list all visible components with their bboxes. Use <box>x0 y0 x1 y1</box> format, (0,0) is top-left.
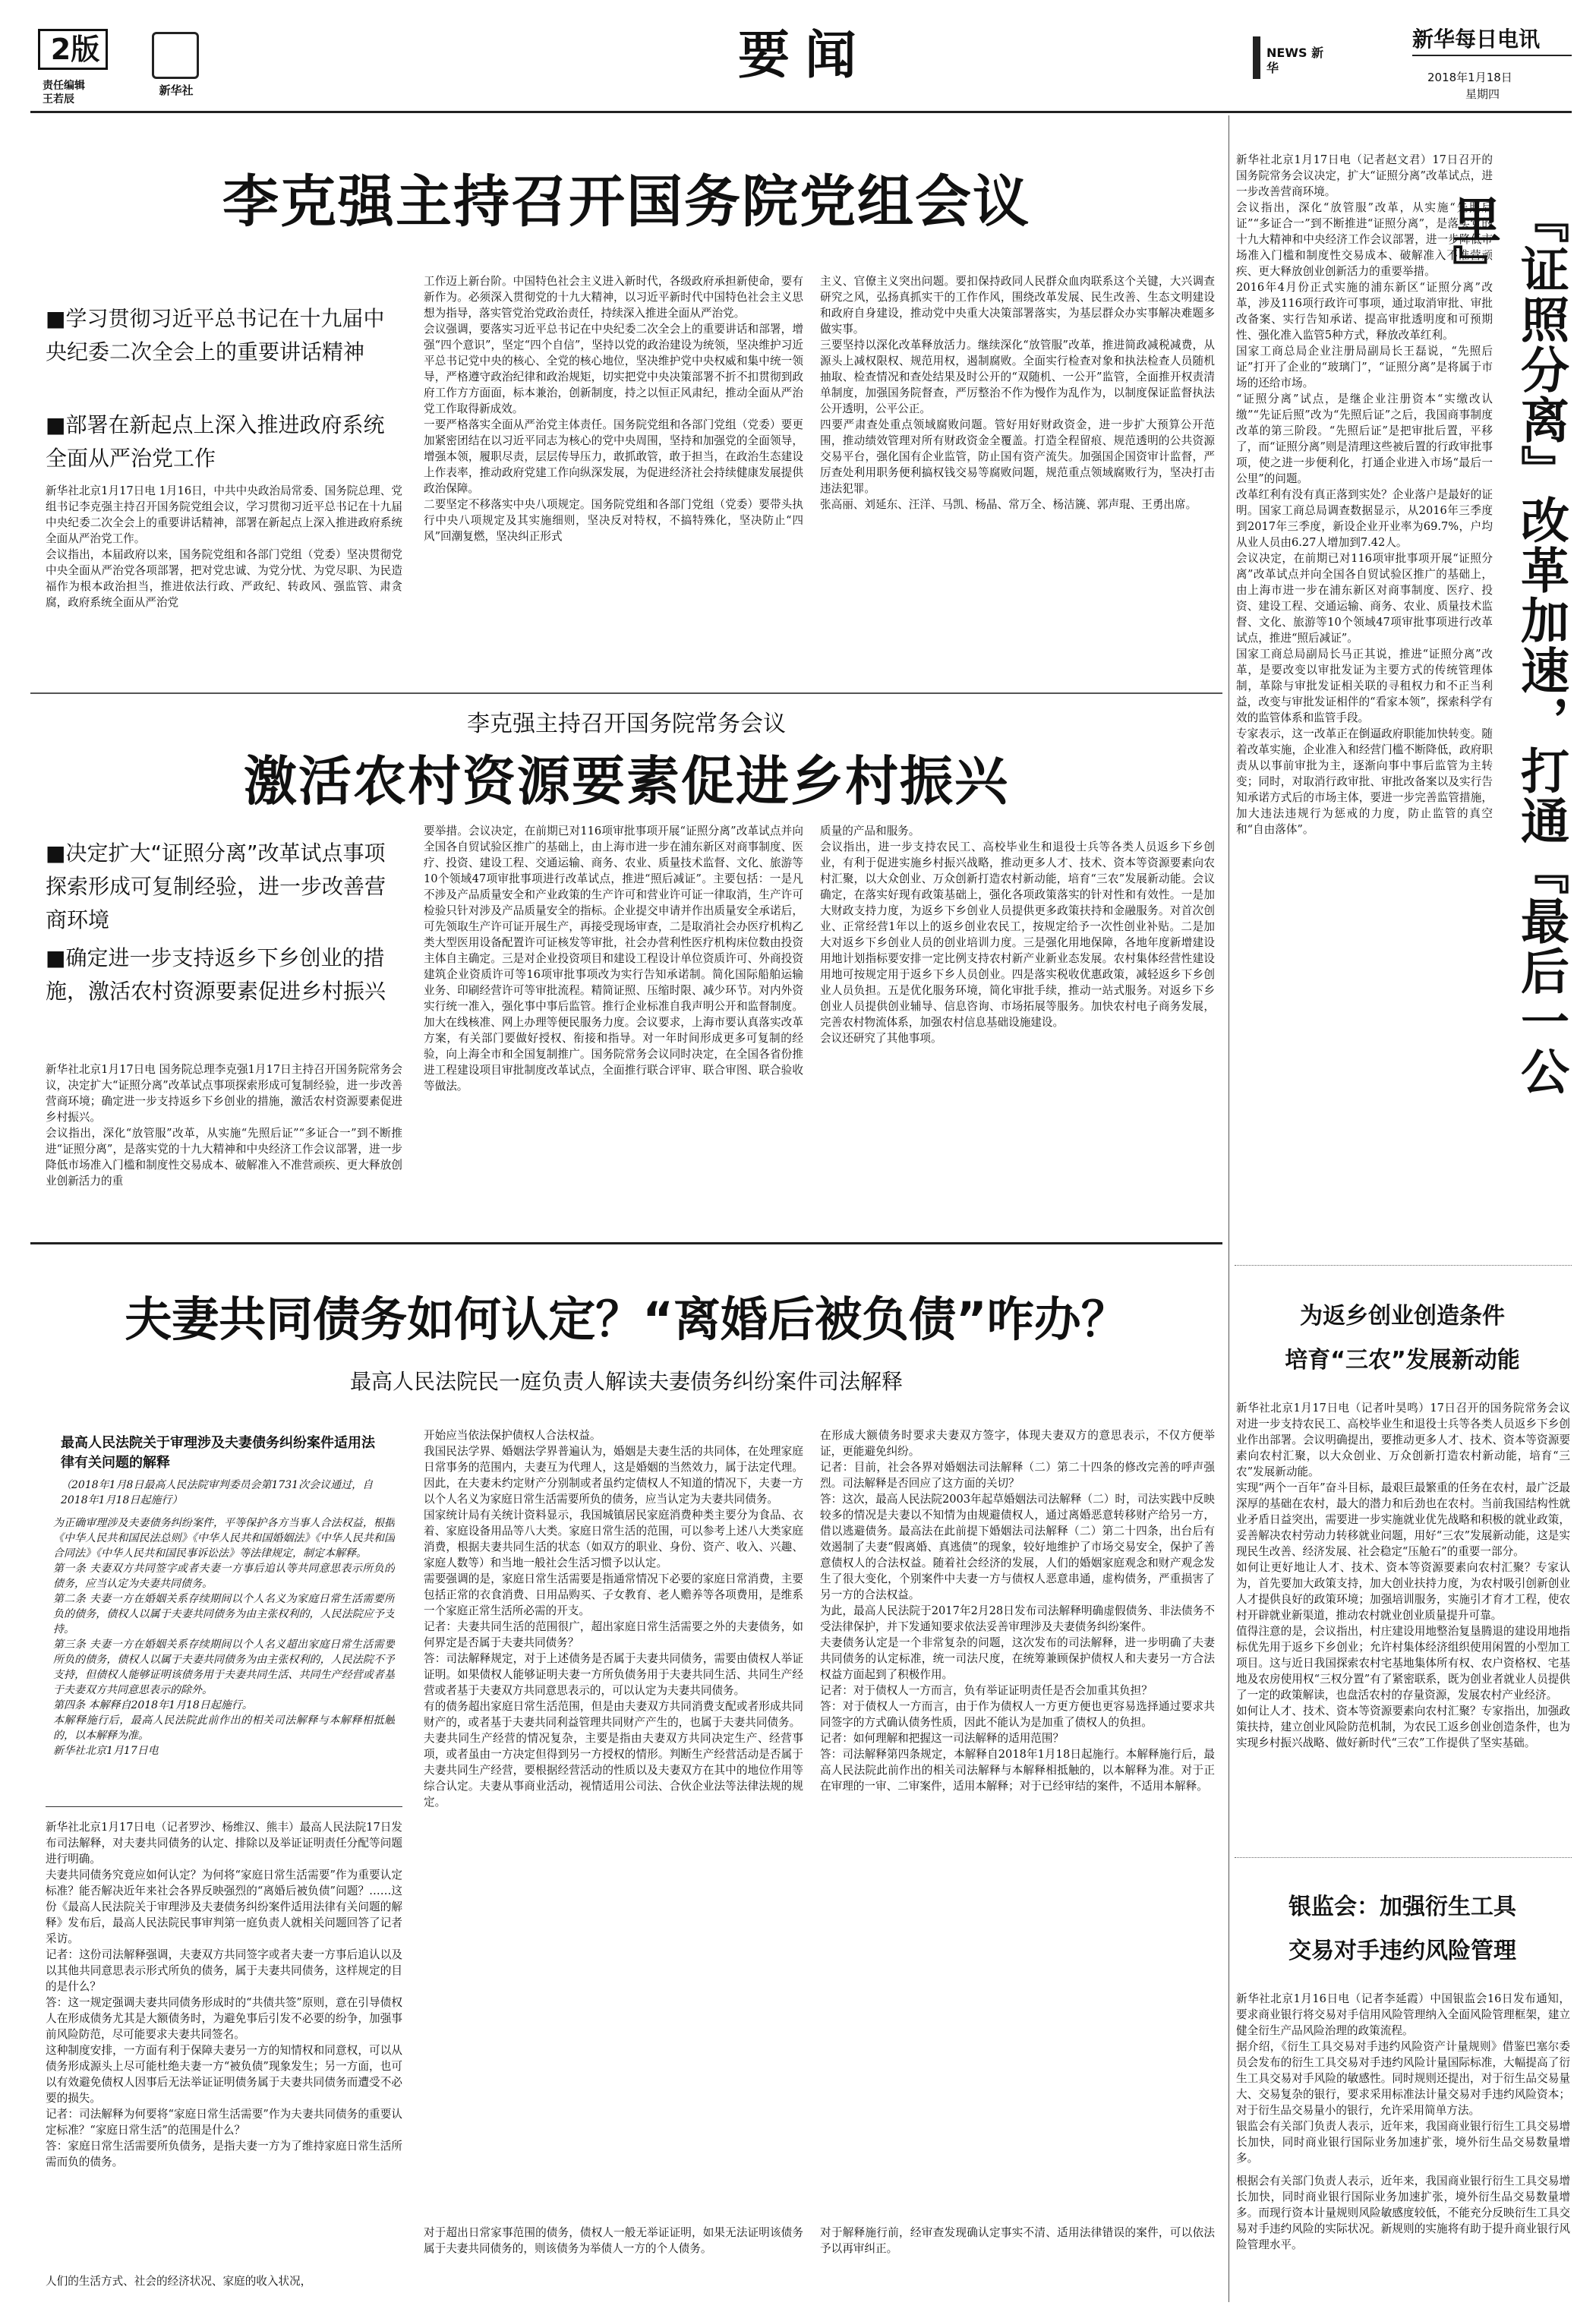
body-col-3: 主义、官僚主义突出问题。要扣保持政同人民群众血肉联系这个关键，大兴调查研究之风，弘扬真抓实干的工作作风，围绕改革发展、民生改善、生态文明建设和政府自身建设，推动党中央重大决策部署落实，为基层群众办实事解决难题多做实事。 三要坚持以深化改革释放活力。继续深化“放管服”改革，推进简政减税减费，从源头上减权限权、规范用权，遏制腐败。全面实行检查对象和执法检查人员随机抽取、检查情况和查处结果及时公开的“双随机、一公开”监管，全面推开权责清单制度，加强国务院督查，严厉整治不作为慢作为乱作为，以制度保证监督执法公开透明，公平公正。 四要严肃查处重点领域腐败问题。管好用好财政资金，进一步扩大预算公开范围，推动绩效管理对所有财政资金全覆盖。打造全程留痕、规范透明的公共资源交易平台，强化国有企业监管，防止国有资产流失。加强国企国资审计监督，严厉查处利用职务便利搞权钱交易等腐败问题，规范重点领域腐败行为，坚决打击违法犯罪。 张高丽、刘延东、汪洋、马凯、杨晶、常万全、杨洁篪、郭声琨、王勇出席。 <box>820 275 1215 511</box>
subheadline-2: ■部署在新起点上深入推进政府系统全面从严治党工作 <box>46 412 385 471</box>
body-col-2: 开始应当依法保护债权人合法权益。 我国民法学界、婚姻法学界普遍认为，婚姻是夫妻生活的共同体，在处理家庭日常事务的范围内，夫妻互为代理人，这是婚姻的当然效力，属于法定代理。因此，在夫妻未约定财产分别制或者虽约定债权人不知道的情况下，夫妻一方以个人名义为家庭日常生活需要所负的债务，应当认定为夫妻共同债务。 国家统计局有关统计资料显示，我国城镇居民家庭消费种类主要分为食品、衣着、家庭设备用品等八大类。家庭日常生活的范围，可以参考上述八大类家庭消费，根据夫妻共同生活的状态（如双方的职业、身份、资产、收入、兴趣、家庭人数等）和当地一般社会生活习惯予以认定。 需要强调的是，家庭日常生活需要是指通常情况下必要的家庭日常消费，主要包括正常的衣食消费、日用品购买、子女教育、老人赡养等各项费用，是维系一个家庭正常生活所必需的开支。 记者：夫妻共同生活的范围很广，超出家庭日常生活需要之外的夫妻债务，如何界定是否属于夫妻共同债务？ 答：司法解释规定，对于上述债务是否属于夫妻共同债务，需要由债权人举证证明。如果债权人能够证明夫妻一方所负债务用于夫妻共同生活、共同生产经营或者基于夫妻双方共同意思表示的，可以认定为夫妻共同债务。 有的债务超出家庭日常生活范围，但是由夫妻双方共同消费支配或者形成共同财产的，或者基于夫妻共同利益管理共同财产产生的，也属于夫妻共同债务。 夫妻共同生产经营的情况复杂，主要是指由夫妻双方共同决定生产、经营事项，或者虽由一方决定但得到另一方授权的情形。判断生产经营活动是否属于夫妻共同生产经营，要根据经营活动的性质以及夫妻双方在其中的地位作用等综合认定。夫妻从事商业活动，视情适用公司法、合伙企业法等法律法规的规定。 <box>424 1429 803 1809</box>
sidebar-article-license-reform <box>1232 121 1581 1260</box>
subheadline-2: ■确定进一步支持返乡下乡创业的措施，激活农村资源要素促进乡村振兴 <box>46 945 386 1004</box>
body: 新华社北京1月16日电（记者李延霞）中国银监会16日发布通知，要求商业银行将交易对手信用风险管理纳入全面风险管理框架，建立健全衍生产品风险治理的政策流程。 据介绍，《衍生工具交易对手违约风险资产计量规则》借鉴巴塞尔委员会发布的衍生工具交易对手违约风险计量国际标准，大幅提高了衍生工具交易对手风险的敏感性。同时规则还提出，对于衍生品交易量大、交易复杂的银行，要求采用标准法计量交易对手违约风险资本；对于衍生品交易量小的银行，允许采用简单方法。 银监会有关部门负责人表示，近年来，我国商业银行衍生工具交易增长加快，同时商业银行国际业务加速扩张，境外衍生品交易数量增多。 <box>1236 1992 1570 2165</box>
xinhua-logo-icon <box>152 32 199 79</box>
body-col-3: 质量的产品和服务。 会议指出，进一步支持农民工、高校毕业生和退役士兵等各类人员返乡下乡创业，有利于促进实施乡村振兴战略，推动更多人才、技术、资本等资源要素向农村汇聚，以大众创业、万众创新打造农村新动能，培育“三农”发展新动能。会议确定，在落实好现有政策基础上，强化各项政策落实的针对性和有效性。一是加大财政支持力度，为返乡下乡创业人员提供更多政策扶持和金融服务。对首次创业、正常经营1年以上的返乡创业农民工，按规定给予一次性创业补贴。二是加大对返乡下乡创业人员的创业培训力度。三是强化用地保障，各地年度新增建设用地计划指标要安排一定比例支持农村新产业新业态发展。农村集体经营性建设用地可按规定用于返乡下乡人员创业。四是落实税收优惠政策，减轻返乡下乡创业人员负担。五是优化服务环境，简化审批手续，推动一站式服务。对返乡下乡创业人员提供创业辅导、信息咨询、市场拓展等服务。加快农村电子商务发展，完善农村物流体系，加强农村信息基础设施建设。 会议还研究了其他事项。 <box>820 825 1215 1045</box>
headline-2: 培育“三农”发展新动能 <box>1285 1347 1520 1374</box>
xinhua-logo-text: 新华社 <box>159 84 194 97</box>
body: 新华社北京1月17日电（记者叶昊鸣）17日召开的国务院常务会议对进一步支持农民工、高校毕业生和退役士兵等各类人员返乡下乡创业作出部署。会议明确提出，要推动更多人才、技术、资本等资源要素向农村汇聚，以大众创业、万众创新打造农村新动能，培育“三农”发展新动能。 实现“两个一百年”奋斗目标，最艰巨最繁重的任务在农村，最广泛最深厚的基础在农村，最大的潜力和后劲也在农村。当前我国结构性就业矛盾日益突出，需要进一步实施就业优先战略和积极的就业政策，妥善解决农村劳动力转移就业问题，用好“三农”发展新动能，这是实现民生改善、经济发展、社会稳定“压舱石”的重要一部分。 如何让更好地让人才、技术、资本等资源要素向农村汇聚？专家认为，首先要加大政策支持，加大创业扶持力度，为农村吸引创新创业人才提供良好的政策环境；加强培训服务，实施引才育才工程，使农村开辟就业新渠道，推动农村就业创业质量提升可靠。 值得注意的是，会议指出，村庄建设用地整治复垦腾退的建设用地指标优先用于返乡下乡创业；允许村集体经济组织使用闲置的小型加工项目。这与近日我国探索农村宅基地集体所有权、农户资格权、宅基地及农房使用权“三权分置”有了紧密联系，既为创业者就业人员提供了一定的政策解读，也盘活农村的存量资源，发展农村产业经济。 如何让人才、技术、资本等资源要素向农村汇聚？专家指出，加强政策扶持，建立创业风险防范机制，为农民工返乡创业创造条件，也为实现乡村振兴战略、做好新时代“三农”工作提供了坚实基础。 <box>1236 1402 1570 1749</box>
article-rural-revitalization <box>30 694 1222 1241</box>
headline-2: 交易对手违约风险管理 <box>1288 1938 1516 1964</box>
subheadline: 最高人民法院民一庭负责人解读夫妻债务纠纷案件司法解释 <box>349 1369 903 1394</box>
body-col-1: 新华社北京1月17日电 1月16日，中共中央政治局常委、国务院总理、党组书记李克强主持召开国务院党组会议，学习贯彻习近平总书记在十九届中央纪委二次全会上的重要讲话精神，部署在新起点上深入推进政府系统全面从严治党工作。 会议指出，本届政府以来，国务院党组和各部门党组（党委）坚决贯彻党中央全面从严治党各项部署，把对党忠诚、为党分忧、为党尽职、为民造福作为根本政治担当，推进依法行政、严政纪、转政风、强监管、肃贪腐，政府系统全面从严治党 <box>46 484 402 609</box>
editor-label: 责任编辑 <box>43 80 85 92</box>
body-col-2-end: 对于超出日常家事范围的债务，债权人一般无举证证明，如果无法证明该债务属于夫妻共同债务的，则该债务为举债人一方的个人债务。 <box>424 2226 803 2255</box>
masthead-rule <box>30 111 1572 113</box>
headline: 激活农村资源要素促进乡村振兴 <box>244 750 1009 812</box>
sidebar-divider-2 <box>1235 1857 1572 1858</box>
body-col-1: 新华社北京1月17日电（记者罗沙、杨维汉、熊丰）最高人民法院17日发布司法解释，对夫妻共同债务的认定、排除以及举证证明责任分配等问题进行明确。 夫妻共同债务究竟应如何认定？为何将“家庭日常生活需要”作为重要认定标准？能否解决近年来社会各界反映强烈的“离婚后被负债”问题？……这份《最高人民法院关于审理涉及夫妻债务纠纷案件适用法律有关问题的解释》发布后，最高人民法院民事审判第一庭负责人就相关问题回答了记者采访。 记者：这份司法解释强调，夫妻双方共同签字或者夫妻一方事后追认以及以其他共同意思表示形式所负的债务，属于夫妻共同债务，这样规定的目的是什么？ 答：这一规定强调夫妻共同债务形成时的“共债共签”原则，意在引导债权人在形成债务尤其是大额债务时，为避免事后引发不必要的纷争，加强事前风险防范，尽可能要求夫妻共同签名。 这种制度安排，一方面有利于保障夫妻另一方的知情权和同意权，可以从债务形成源头上尽可能杜绝夫妻一方“被负债”现象发生；另一方面，也可以有效避免债权人因事后无法举证证明债务属于夫妻共同债务而遭受不必要的损失。 记者：司法解释为何要将“家庭日常生活需要”作为夫妻共同债务的重要认定标准？“家庭日常生活”的范围是什么？ 答：家庭日常生活需要所负债务，是指夫妻一方为了维持家庭日常生活所需而负的债务。 <box>46 1821 402 2168</box>
page-number: 2版 <box>50 33 100 66</box>
issue-weekday: 星期四 <box>1465 87 1500 101</box>
body-end: 根据会有关部门负责人表示，近年来，我国商业银行衍生工具交易增长加快，同时商业银行国际业务加速扩张，境外衍生品交易数量增多。而现行资本计量规则风险敏感度较低，不能充分反映衍生工具交易对手违约风险的实际状况。新规则的实施将有助于提升商业银行风险管理水平。 <box>1236 2175 1570 2251</box>
headline-1: 银监会：加强衍生工具 <box>1288 1894 1516 1920</box>
headline-1: 为返乡创业创造条件 <box>1300 1303 1505 1329</box>
doc-subtitle: （2018年1月8日最高人民法院审判委员会第1731次会议通过，自2018年1月18日起施行） <box>61 1479 374 1506</box>
doc-body: 为正确审理涉及夫妻债务纠纷案件，平等保护各方当事人合法权益，根据《中华人民共和国民法总则》《中华人民共和国婚姻法》《中华人民共和国合同法》《中华人民共和国民事诉讼法》等法律规定，制定本解释。 第一条 夫妻双方共同签字或者夫妻一方事后追认等共同意思表示所负的债务，应当认定为夫妻共同债务。 第二条 夫妻一方在婚姻关系存续期间以个人名义为家庭日常生活需要所负的债务，债权人以属于夫妻共同债务为由主张权利的，人民法院应予支持。 第三条 夫妻一方在婚姻关系存续期间以个人名义超出家庭日常生活需要所负的债务，债权人以属于夫妻共同债务为由主张权利的，人民法院不予支持，但债权人能够证明该债务用于夫妻共同生活、共同生产经营或者基于夫妻双方共同意思表示的除外。 第四条 本解释自2018年1月18日起施行。 本解释施行后，最高人民法院此前作出的相关司法解释与本解释相抵触的，以本解释为准。 新华社北京1月17日电 <box>53 1517 395 1757</box>
subheadline-1: ■决定扩大“证照分离”改革试点事项探索形成可复制经验，进一步改善营商环境 <box>46 841 386 932</box>
article-party-meeting <box>30 114 1222 691</box>
kicker: 李克强主持召开国务院常务会议 <box>467 711 786 737</box>
headline: 李克强主持召开国务院党组会议 <box>222 169 1030 235</box>
vertical-headline: 『证照分离』改革加速，打通『最后一公里』 <box>1444 194 1569 1096</box>
editor-name: 王若辰 <box>43 93 74 106</box>
body-col-3: 在形成大额债务时要求夫妻双方签字，体现夫妻双方的意思表示，不仅方便举证，更能避免纠纷。 记者：目前，社会各界对婚姻法司法解释（二）第二十四条的修改完善的呼声强烈。司法解释是否回应了这方面的关切？ 答：这次，最高人民法院2003年起草婚姻法司法解释（二）时，司法实践中反映较多的情况是夫妻以不知情为由规避债权人，通过离婚恶意转移财产给另一方，借以逃避债务。最高法在此前提下婚姻法司法解释（二）第二十四条，出台后有效遏制了夫妻“假离婚、真逃债”的现象，较好地维护了市场交易安全，保护了善意债权人的合法权益。随着社会经济的发展，人们的婚姻家庭观念和财产观念发生了很大变化，个别案件中夫妻一方与债权人恶意串通，虚构债务，严重损害了另一方的合法权益。 为此，最高人民法院于2017年2月28日发布司法解释明确虚假债务、非法债务不受法律保护，并下发通知要求依法妥善审理涉及夫妻债务纠纷案件。 夫妻债务认定是一个非常复杂的问题，这次发布的司法解释，进一步明确了夫妻共同债务的认定标准，统一司法尺度，在统筹兼顾保护债权人和夫妻另一方合法权益方面起到了积极作用。 记者：对于债权人一方而言，负有举证证明责任是否会加重其负担？ 答：对于债权人一方而言，由于作为债权人一方更方便也更容易选择通过要求共同签字的方式确认债务性质，因此不能认为是加重了债权人的负担。 记者：如何理解和把握这一司法解释的适用范围？ 答：司法解释第四条规定，本解释自2018年1月18日起施行。本解释施行后，最高人民法院此前作出的相关司法解释与本解释相抵触的，以本解释为准。对于正在审理的一审、二审案件，适用本解释；对于已经审结的案件，不适用本解释。 <box>820 1429 1215 1793</box>
body-col-2: 要举措。会议决定，在前期已对116项审批事项开展“证照分离”改革试点并向全国各自贸试验区推广的基础上，由上海市进一步在浦东新区对商事制度、医疗、投资、建设工程、交通运输、商务、农业、质量技术监督、文化、旅游等10个领域47项审批事项进行改革试点，推进“照后减证”。主要包括：一是凡不涉及产品质量安全和产业政策的生产许可和营业许可证一律取消，生产许可检验只针对涉及产品质量安全的指标。企业提交申请并作出质量安全承诺后，可先领取生产许可证开展生产，再接受现场审查，二是取消社会办医疗机构乙类大型医用设备配置许可证核发等审批，社会办营利性医疗机构床位数由投资主体自主确定。三是对企业投资项目和建设工程设计单位资质许可、外商投资建筑企业资质许可等16项审批事项改为实行告知承诺制。简化国际船舶运输业务、印刷经营许可等审批流程。精简证照、压缩时限、减少环节。对内外资实行统一准入，强化事中事后监管。推行企业标准自我声明公开和监督制度。加大在线核准、网上办理等便民服务力度。会议要求，上海市要认真落实改革方案，有关部门要做好授权、衔接和指导。对一年时间形成更多可复制的经验，向上海全市和全国复制推广。国务院常务会议同时决定，在全国各省份推进工程建设项目审批制度改革试点，全面推行联合评审、联合审图、联合验收等做法。 <box>424 825 803 1093</box>
divider-2 <box>30 1242 1222 1244</box>
headline: 夫妻共同债务如何认定？“离婚后被负债”咋办？ <box>125 1292 1128 1347</box>
sidebar-article-cbrc-derivatives <box>1232 1862 1581 2302</box>
section-title: 要闻 <box>737 26 872 86</box>
body: 新华社北京1月17日电（记者赵文君）17日召开的国务院常务会议决定，扩大“证照分离”改革试点，进一步改善营商环境。 会议指出，深化“放管服”改革，从实施“先照后证”“多证合一”到不断推进“证照分离”，是落实党的十九大精神和中央经济工作会议部署，进一步降低市场准入门槛和制度性交易成本、破解准入不准营顽疾、更大释放创业创新活力的重要举措。 2016年4月份正式实施的浦东新区“证照分离”改革，涉及116项行政许可事项，通过取消审批、审批改备案、实行告知承诺、提高审批透明度和可预期性、强化准入监管5种方式，释放改革红利。 国家工商总局企业注册局副局长王磊说，“先照后证”打开了企业的“玻璃门”，“证照分离”是将属于市场的还给市场。 “证照分离”试点，是继企业注册资本“实缴改认缴”“先证后照”改为“先照后证”之后，我国商事制度改革的第三阶段。“先照后证”是把审批后置，平移了，而“证照分离”则是清理这些被后置的行政审批事项，使之进一步便利化，打通企业进入市场“最后一公里”的问题。 改革红利有没有真正落到实处？企业落户是最好的证明。国家工商总局调查数据显示，从2016年三季度到2017年三季度，新设企业开业率为69.7%，户均从业人员由6.27人增加到7.42人。 会议决定，在前期已对116项审批事项开展“证照分离”改革试点并向全国各自贸试验区推广的基础上，由上海市进一步在浦东新区对商事制度、医疗、投资、建设工程、交通运输、商务、农业、质量技术监督、文化、旅游等10个领域47项审批事项进行改革试点，推进“照后减证”。 国家工商总局副局长马正其说，推进“证照分离”改革，是要改变以审批发证为主要方式的传统管理体制，革除与审批发证相关联的寻租权力和不正当利益，改变与审批发证相伴的“看家本领”，探索科学有效的监管体系和监管手段。 专家表示，这一改革正在倒逼政府职能加快转变。随着改革实施，企业准入和经营门槛不断降低，政府职责从以事前审批为主，逐渐向事中事后监管为主转变；同时，对取消行政审批、审批改备案以及实行告知承诺方式后的市场主体，要进一步完善监管措施，加大违法违规行为惩戒的力度，防止监管的真空和“自由落体”。 <box>1236 153 1493 836</box>
body-col-1: 新华社北京1月17日电 国务院总理李克强1月17日主持召开国务院常务会议，决定扩大“证照分离”改革试点事项探索形成可复制经验，进一步改善营商环境；确定进一步支持返乡下乡创业的措施，激活农村资源要素促进乡村振兴。 会议指出，深化“放管服”改革，从实施“先照后证”“多证合一”到不断推进“证照分离”，是落实党的十九大精神和中央经济工作会议部署，进一步降低市场准入门槛和制度性交易成本、破解准入不准营顽疾、更大释放创业创新活力的重 <box>46 1063 402 1188</box>
body-col-2: 工作迈上新台阶。中国特色社会主义进入新时代，各级政府承担新使命，要有新作为。必须深入贯彻党的十九大精神，以习近平新时代中国特色社会主义思想为指导，落实管党治党政治责任，持续深入推进全面从严治党。 会议强调，要落实习近平总书记在中央纪委二次全会上的重要讲话和部署，增强“四个意识”，坚定“四个自信”，坚持以党的政治建设为统领，坚决维护习近平总书记党中央的核心、全党的核心地位，坚决维护党中央权威和集中统一领导，严格遵守政治纪律和政治规矩，切实把党中央决策部署不折不扣贯彻到政府工作方方面面，标本兼治，创新制度，持之以恒正风肃纪，推动全面从严治党工作取得新成效。 一要严格落实全面从严治党主体责任。国务院党组和各部门党组（党委）要更加紧密团结在以习近平同志为核心的党中央周围，坚持和加强党的全面领导，增强本领，履职尽责，层层传导压力，敢抓敢管，敢于担当，在政治生态建设上作表率，推动政府党建工作向纵深发展，为促进经济社会持续健康发展提供政治保障。 二要坚定不移落实中央八项规定。国务院党组和各部门党组（党委）要带头执行中央八项规定及其实施细则，坚决反对特权，不搞特殊化，坚决防止“四风”回潮复燃，坚决纠正形式 <box>424 275 803 543</box>
issue-date: 2018年1月18日 <box>1427 71 1512 84</box>
news-logo-text: NEWS 新华 <box>1266 46 1324 75</box>
doc-title: 最高人民法院关于审理涉及夫妻债务纠纷案件适用法律有关问题的解释 <box>61 1435 375 1471</box>
subheadline-1: ■学习贯彻习近平总书记在十九届中央纪委二次全会上的重要讲话精神 <box>46 306 385 364</box>
masthead <box>0 0 1596 106</box>
paper-underline <box>1412 55 1572 56</box>
paper-name: 新华每日电讯 <box>1412 27 1541 52</box>
interpretation-text-box <box>46 1427 402 1807</box>
article-couple-debt <box>30 1245 1222 2301</box>
sidebar-article-return-home <box>1232 1270 1581 1786</box>
body-col-1-end: 人们的生活方式、社会的经济状况、家庭的收入状况， <box>46 2275 312 2288</box>
body-col-3-end: 对于解释施行前，经审查发现确认定事实不清、适用法律错误的案件，可以依法予以再审纠正。 <box>820 2226 1215 2255</box>
sidebar-divider-1 <box>1235 1265 1572 1266</box>
